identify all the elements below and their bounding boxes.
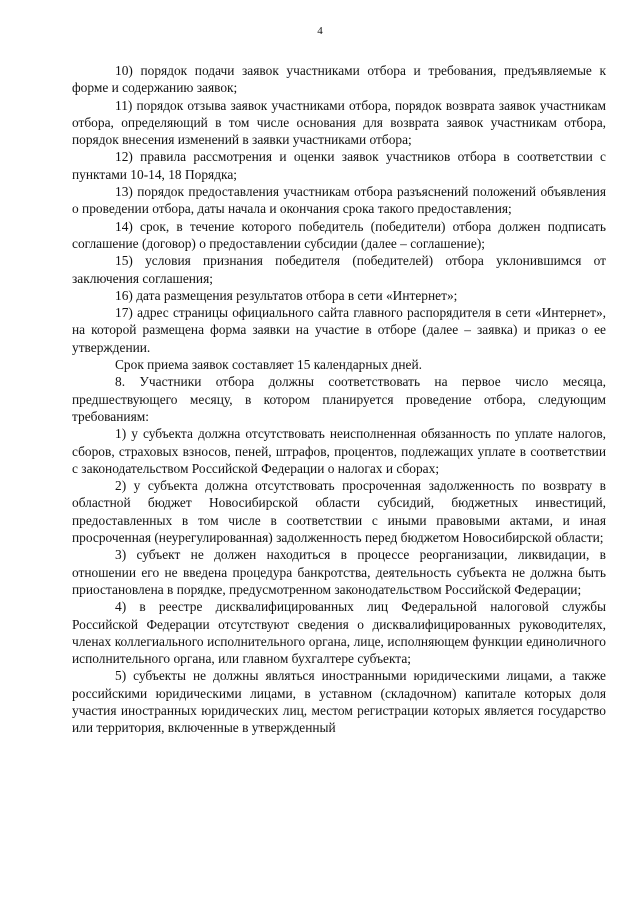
paragraph-item-16: 16) дата размещения результатов отбора в сети «Интернет»; — [115, 287, 458, 303]
paragraph-requirement-1: 1) у субъекта должна отсутствовать неисполненная обязанность по уплате налогов, сборов, страховых взносов, пеней, штрафов, процентов, подлежащих уплате в соответствии с законодательством Российской Федерации о налогах и сборах; — [72, 426, 606, 476]
paragraph-item-15: 15) условия признания победителя (победителей) отбора уклонившимся от заключения соглашения; — [72, 253, 606, 286]
paragraph-section-8: 8. Участники отбора должны соответствовать на первое число месяца, предшествующего месяцу, в котором планируется проведение отбора, следующим требованиям: — [72, 374, 606, 424]
paragraph-item-12: 12) правила рассмотрения и оценки заявок участников отбора в соответствии с пунктами 10-14, 18 Порядка; — [72, 149, 606, 182]
paragraph-item-13: 13) порядок предоставления участникам отбора разъяснений положений объявления о проведении отбора, даты начала и окончания срока такого предоставления; — [72, 184, 606, 217]
paragraph-item-11: 11) порядок отзыва заявок участниками отбора, порядок возврата заявок участникам отбора, определяющий в том числе основания для возврата заявок участникам отбора, порядок внесения изменений в заявки участниками отбора; — [72, 97, 606, 148]
paragraph-item-17: 17) адрес страницы официального сайта главного распорядителя в сети «Интернет», на которой размещена форма заявки на участие в отборе (далее – заявка) и приказ о ее утверждении. — [72, 305, 606, 355]
paragraph-item-14: 14) срок, в течение которого победитель (победители) отбора должен подписать соглашение (договор) о предоставлении субсидии (далее – соглашение); — [72, 218, 606, 251]
paragraph-application-period: Срок приема заявок составляет 15 календарных дней. — [115, 357, 422, 373]
document-body — [72, 62, 606, 737]
paragraph-item-10: 10) порядок подачи заявок участниками отбора и требования, предъявляемые к форме и содержанию заявок; — [72, 63, 606, 96]
paragraph-requirement-4: 4) в реестре дисквалифицированных лиц Федеральной налоговой службы Российской Федерации отсутствуют сведения о дисквалифицированных руководителях, членах коллегиального исполнительного органа, лице, исполняющем функции единоличного исполнительного органа, или главном бухгалтере субъекта; — [72, 599, 606, 667]
page-number: 4 — [317, 25, 323, 37]
paragraph-requirement-5: 5) субъекты не должны являться иностранными юридическими лицами, а также российскими юридическими лицами, в уставном (складочном) капитале которых доля участия иностранных юридических лиц, местом регистрации которых является государство или территория, включенные в утвержденный — [72, 668, 606, 736]
paragraph-requirement-2: 2) у субъекта должна отсутствовать просроченная задолженность по возврату в областной бюджет Новосибирской области субсидий, бюджетных инвестиций, предоставленных в том числе в соответствии с иными правовыми актами, и иная просроченная (неурегулированная) задолженность перед бюджетом Новосибирской области; — [72, 478, 606, 546]
paragraph-requirement-3: 3) субъект не должен находиться в процессе реорганизации, ликвидации, в отношении его не введена процедура банкротства, деятельность субъекта не должна быть приостановлена в порядке, предусмотренном законодательством Российской Федерации; — [72, 547, 606, 597]
